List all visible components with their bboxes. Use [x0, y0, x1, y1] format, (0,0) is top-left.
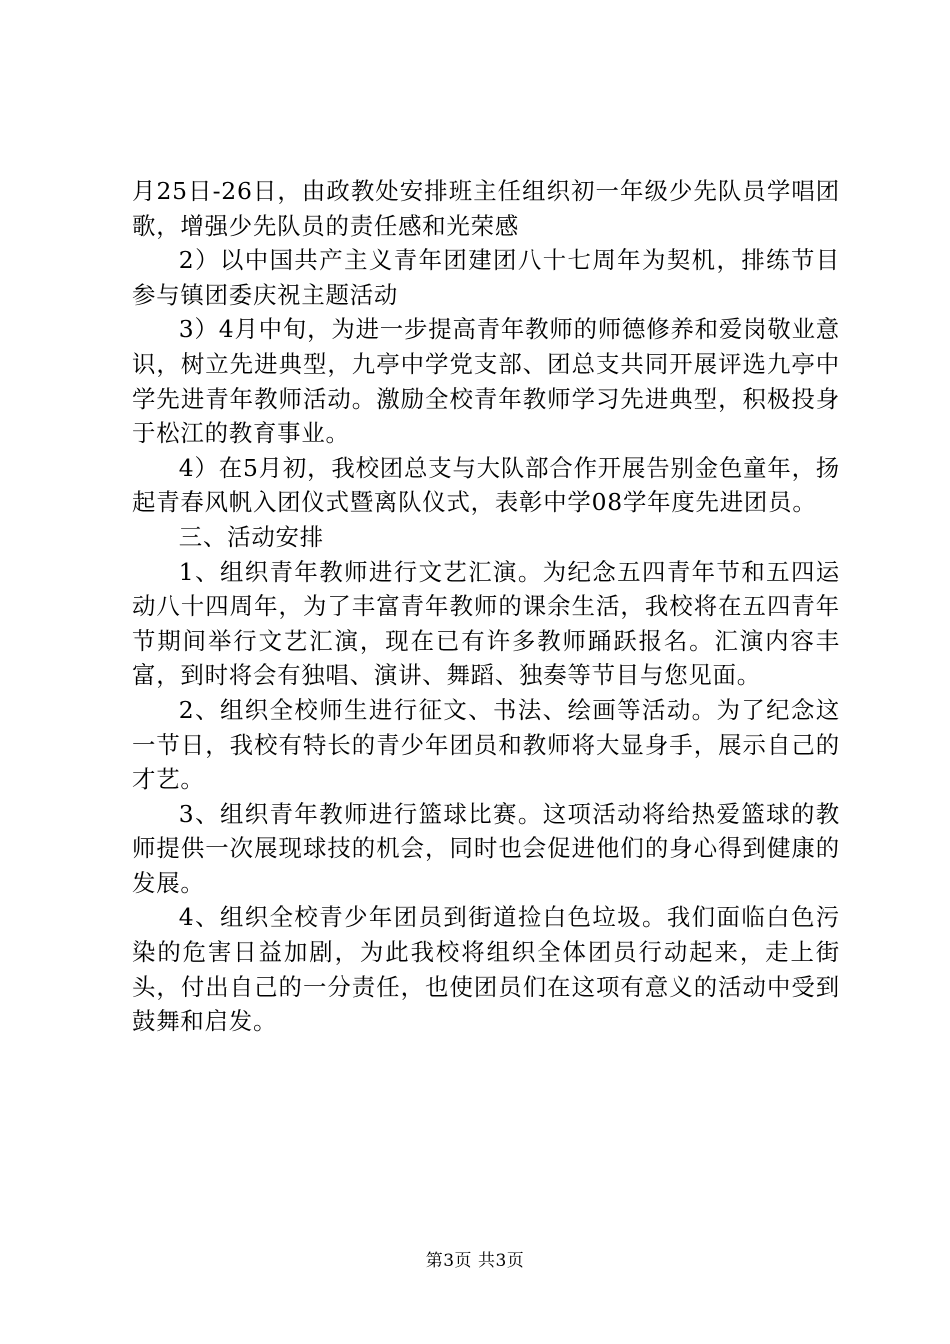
paragraph-4: 4）在5月初，我校团总支与大队部合作开展告别金色童年，扬起青春风帆入团仪式暨离队仪式，表彰中学08学年度先进团员。 [132, 453, 840, 517]
paragraph-6: 1、组织青年教师进行文艺汇演。为纪念五四青年节和五四运动八十四周年，为了丰富青年教师的课余生活，我校将在五四青年节期间举行文艺汇演，现在已有许多教师踊跃报名。汇演内容丰富，到时将会有独唱、演讲、舞蹈、独奏等节目与您见面。 [132, 557, 840, 690]
paragraph-1: 月25日-26日，由政教处安排班主任组织初一年级少先队员学唱团歌，增强少先队员的责任感和光荣感 [132, 177, 840, 240]
paragraph-7: 2、组织全校师生进行征文、书法、绘画等活动。为了纪念这一节日，我校有特长的青少年团员和教师将大显身手，展示自己的才艺。 [132, 695, 840, 794]
paragraph-9: 4、组织全校青少年团员到街道捡白色垃圾。我们面临白色污染的危害日益加剧，为此我校将组织全体团员行动起来，走上街头，付出自己的一分责任，也使团员们在这项有意义的活动中受到鼓舞和启发。 [132, 903, 840, 1036]
paragraph-8: 3、组织青年教师进行篮球比赛。这项活动将给热爱篮球的教师提供一次展现球技的机会，同时也会促进他们的身心得到健康的发展。 [132, 799, 840, 897]
page-number-footer: 第3页 共3页 [425, 1251, 525, 1271]
paragraph-2: 2）以中国共产主义青年团建团八十七周年为契机，排练节目参与镇团委庆祝主题活动 [132, 246, 840, 309]
document-body [132, 174, 840, 1039]
section-heading-activity-arrangement: 三、活动安排 [178, 522, 324, 551]
paragraph-3: 3）4月中旬，为进一步提高青年教师的师德修养和爱岗敬业意识，树立先进典型，九亭中学党支部、团总支共同开展评选九亭中学先进青年教师活动。激励全校青年教师学习先进典型，积极投身于松江的教育事业。 [132, 315, 840, 448]
